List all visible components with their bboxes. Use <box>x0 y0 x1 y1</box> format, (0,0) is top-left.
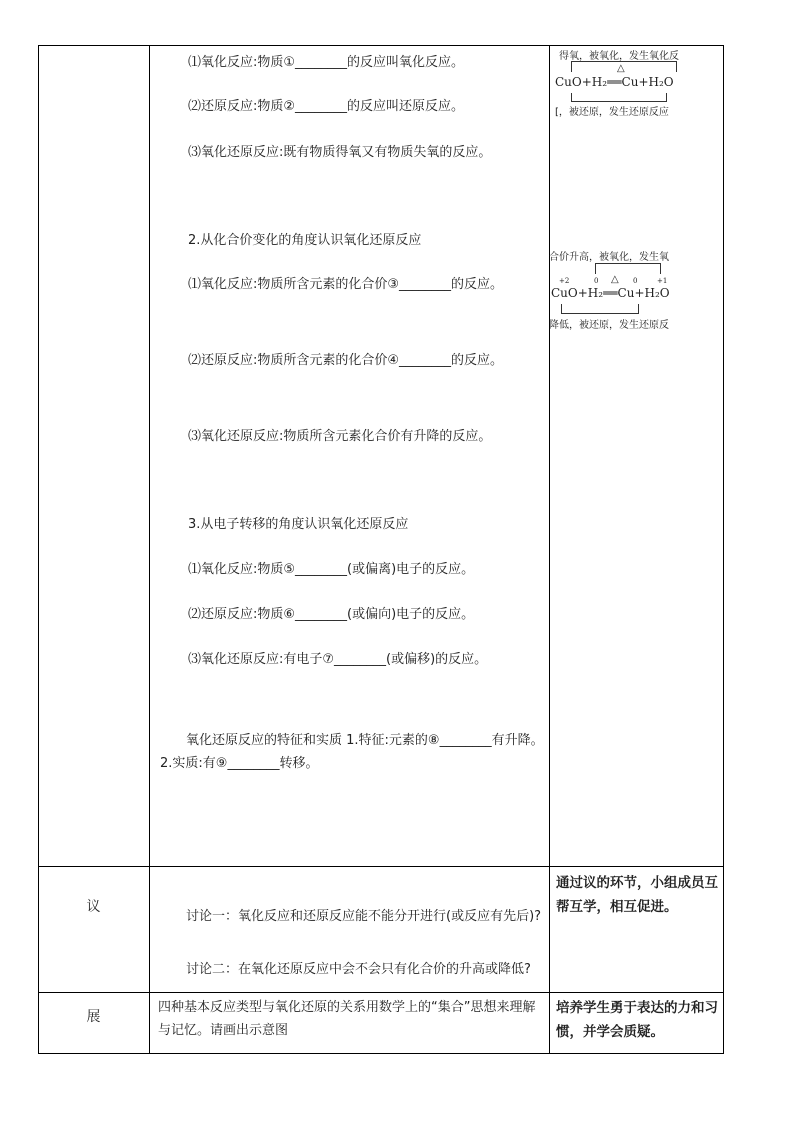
stage-label-discuss: 议 <box>86 899 101 915</box>
reduction-definition: ⑵还原反应:物质②________的反应叫还原反应。 <box>188 99 465 114</box>
discussion-question-1: 讨论一：氧化反应和还原反应能不能分开进行(或反应有先后)? <box>186 909 542 924</box>
row-divider-2 <box>38 992 724 993</box>
table-border-right <box>723 45 724 1054</box>
eq2-bottom-label: 降低，被还原，发生还原反 <box>549 320 669 331</box>
eq1-triangle: △ <box>617 63 625 74</box>
eq2-top-bracket <box>595 263 661 274</box>
redox-valence: ⑶氧化还原反应:物质所含元素化合价有升降的反应。 <box>188 429 492 444</box>
stage-label-show: 展 <box>86 1009 101 1025</box>
equation-oxygen-transfer <box>553 47 693 117</box>
eq1-formula: CuO+H₂══Cu+H₂O <box>555 75 674 89</box>
oxidation-valence: ⑴氧化反应:物质所含元素的化合价③________的反应。 <box>188 277 504 292</box>
row-divider-1 <box>38 866 724 867</box>
eq2-formula: CuO+H₂══Cu+H₂O <box>551 286 670 300</box>
show-task: 四种基本反应类型与氧化还原的关系用数学上的“集合”思想来理解与记忆。请画出示意图 <box>158 1000 536 1038</box>
oxidation-electron: ⑴氧化反应:物质⑤________(或偏离)电子的反应。 <box>188 562 475 577</box>
redox-electron: ⑶氧化还原反应:有电子⑦________(或偏移)的反应。 <box>188 652 488 667</box>
section-heading-electron: 3.从电子转移的角度认识氧化还原反应 <box>188 517 409 532</box>
eq2-ox-cu-right: 0 <box>633 277 638 285</box>
eq2-ox-cu-left: +2 <box>559 277 570 285</box>
eq1-bottom-bracket <box>571 93 667 102</box>
table-border-top <box>38 45 724 46</box>
eq2-top-label: 合价升高，被氧化，发生氧 <box>549 252 669 263</box>
eq2-triangle: △ <box>611 274 619 285</box>
redox-definition: ⑶氧化还原反应:既有物质得氧又有物质失氧的反应。 <box>188 145 492 160</box>
column-divider-1 <box>149 45 150 1054</box>
equation-valence-change <box>549 246 689 336</box>
column-divider-2 <box>549 45 550 1054</box>
eq2-bottom-bracket <box>561 304 639 314</box>
reduction-valence: ⑵还原反应:物质所含元素的化合价④________的反应。 <box>188 353 504 368</box>
reduction-electron: ⑵还原反应:物质⑥________(或偏向)电子的反应。 <box>188 607 475 622</box>
section-heading-valence: 2.从化合价变化的角度认识氧化还原反应 <box>188 233 422 248</box>
eq1-top-label: 得氧，被氧化，发生氧化反 <box>559 51 679 62</box>
eq2-ox-h-left: 0 <box>594 277 599 285</box>
oxidation-definition: ⑴氧化反应:物质①________的反应叫氧化反应。 <box>188 55 465 70</box>
redox-summary: 氧化还原反应的特征和实质 1.特征:元素的⑧________有升降。 2.实质:有⑨________转移。 <box>160 733 544 771</box>
eq1-bottom-label: [，被还原，发生还原反应 <box>555 107 669 117</box>
eq2-ox-h-right: +1 <box>657 277 668 285</box>
note-discuss: 通过议的环节，小组成员互帮互学，相互促进。 <box>556 875 718 915</box>
discussion-question-2: 讨论二：在氧化还原反应中会不会只有化合价的升高或降低? <box>186 962 531 977</box>
note-show: 培养学生勇于表达的力和习惯，并学会质疑。 <box>556 1000 718 1040</box>
table-border-bottom <box>38 1053 724 1054</box>
